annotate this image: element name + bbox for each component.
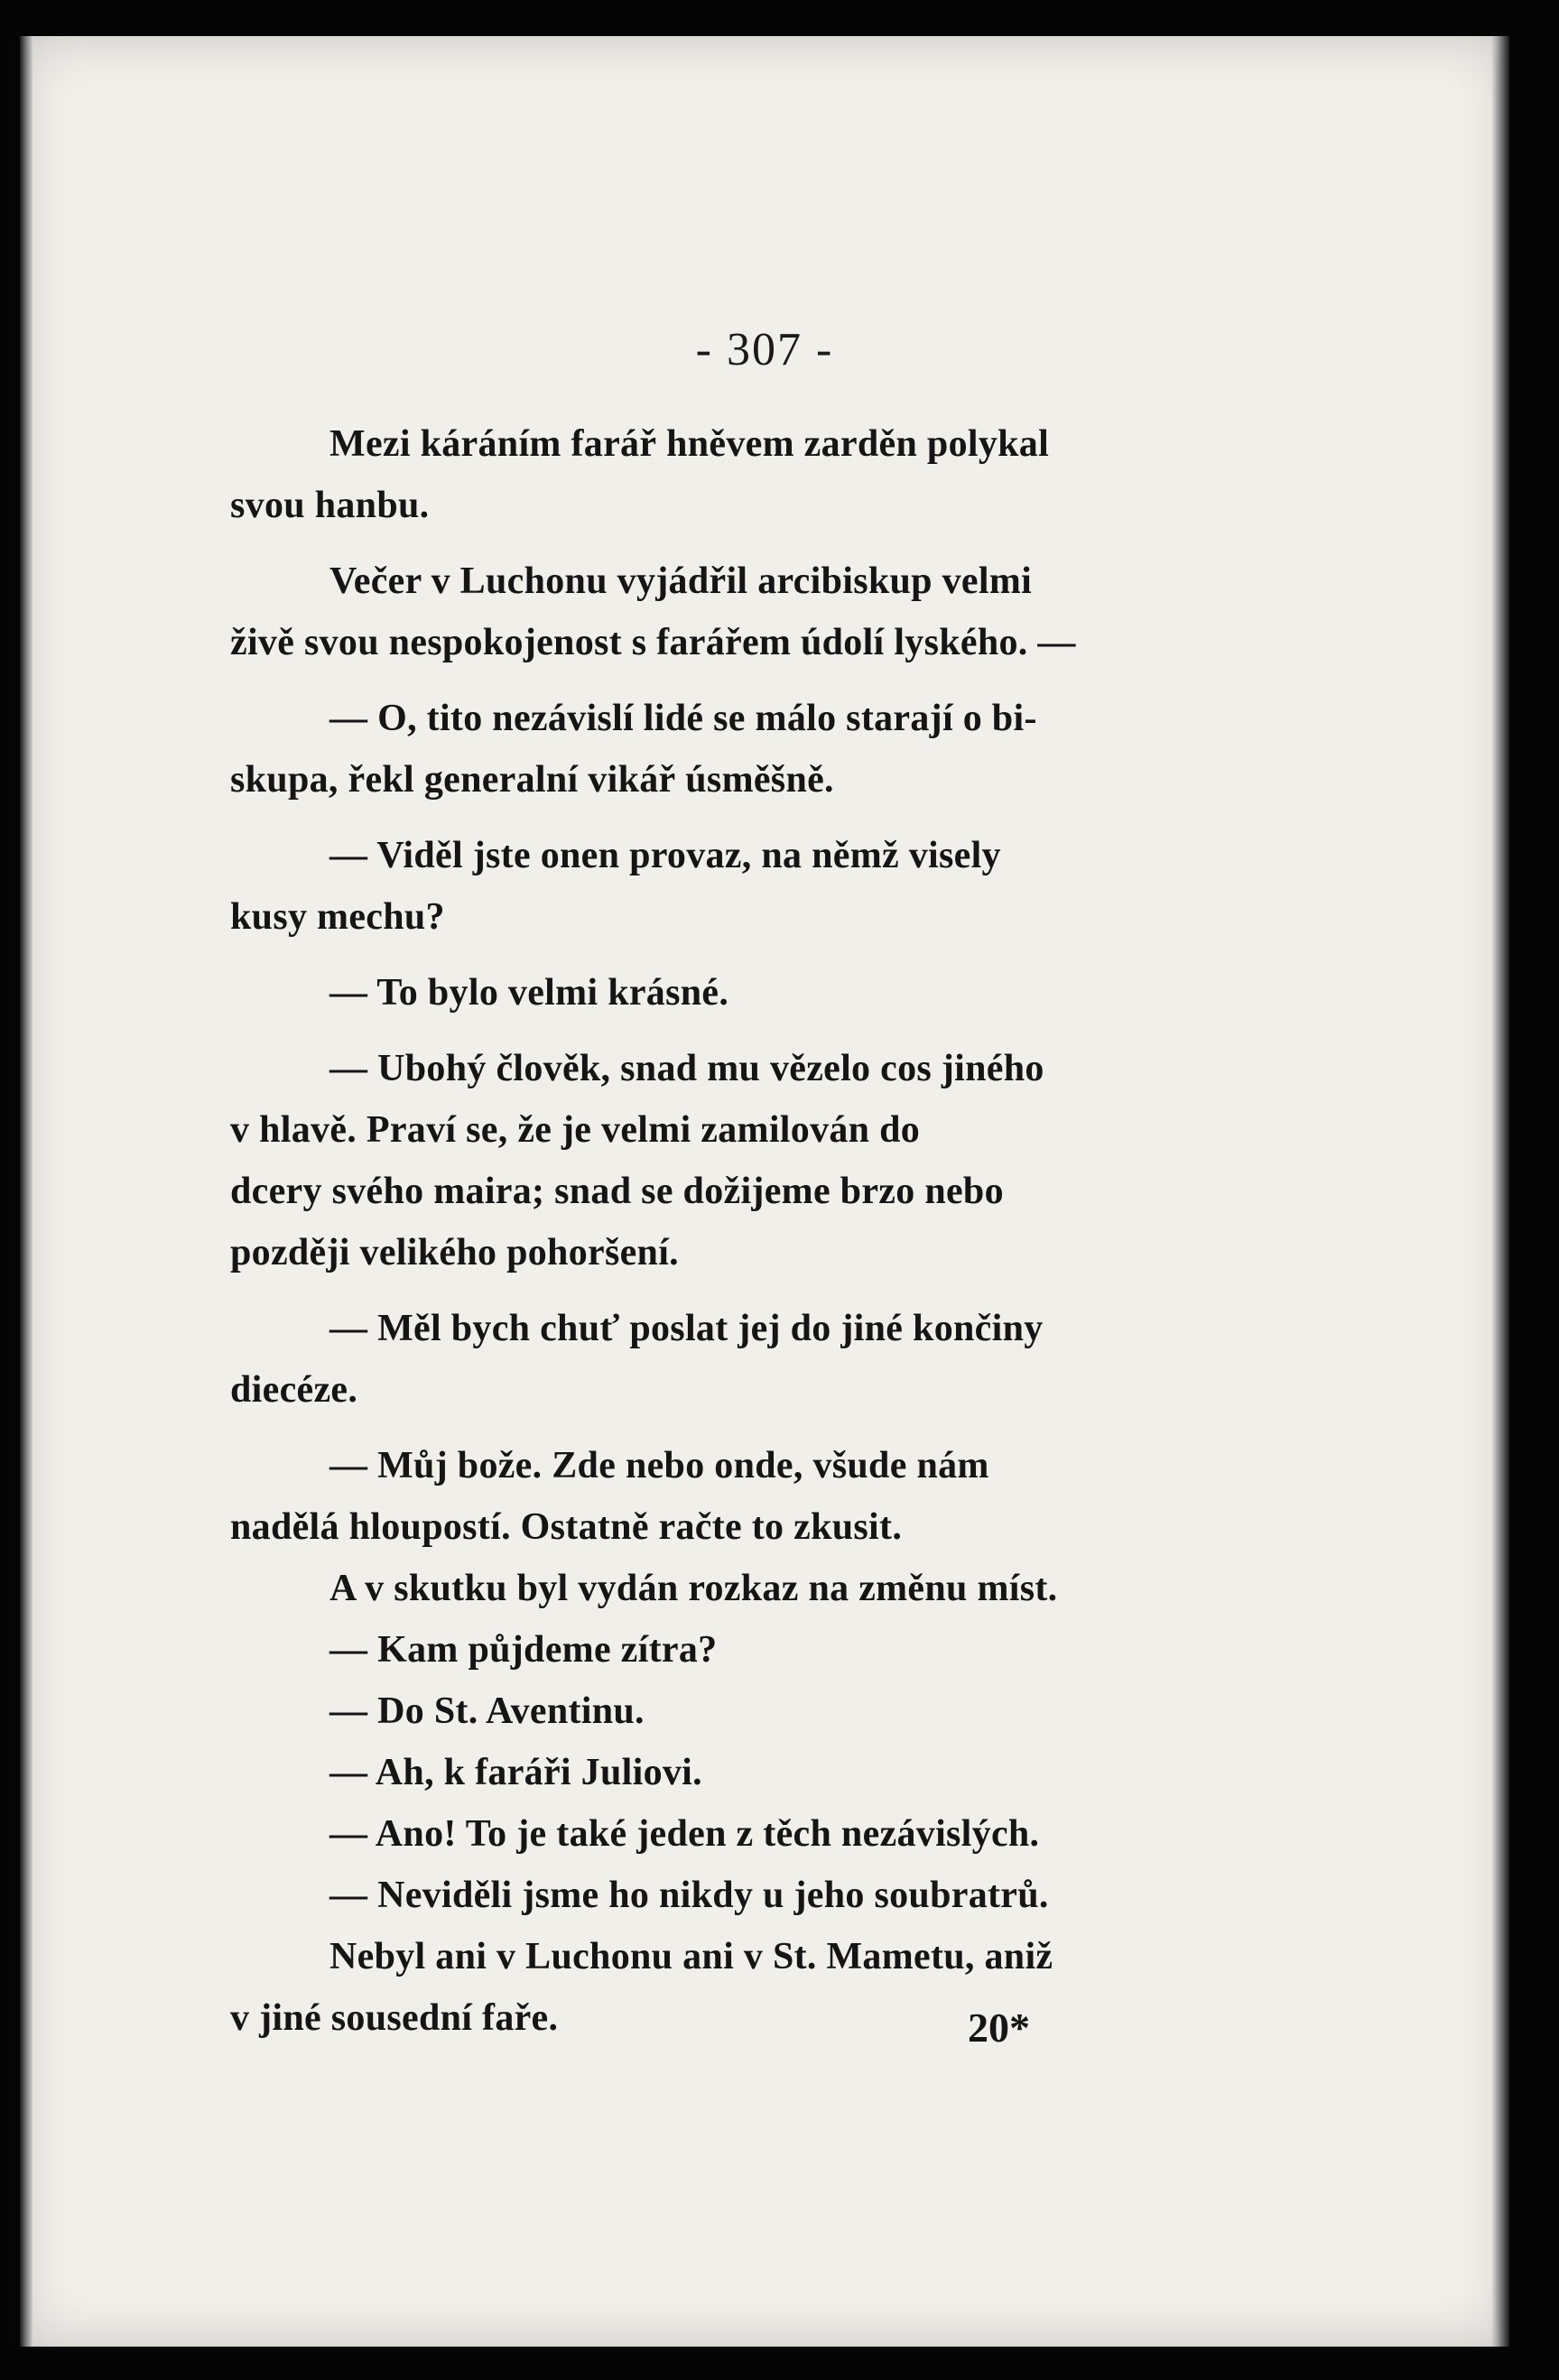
text-line: — O, tito nezávislí lidé se málo starají o bi- (329, 698, 1037, 739)
text-line: — Ubohý člověk, snad mu vězelo cos jiného (329, 1048, 1044, 1089)
text-line: živě svou nespokojenost s farářem údolí lyského. — (230, 622, 1076, 663)
text-line: — To bylo velmi krásné. (329, 972, 729, 1014)
text-line: diecéze. (230, 1369, 358, 1411)
text-line: Nebyl ani v Luchonu ani v St. Mametu, aniž (329, 1936, 1053, 1977)
text-line: — Kam půjdeme zítra? (329, 1629, 718, 1671)
body-text (230, 413, 1250, 2049)
text-line: — Do St. Aventinu. (329, 1690, 645, 1732)
text-line: A v skutku byl vydán rozkaz na změnu míst. (329, 1568, 1058, 1609)
book-page (20, 36, 1509, 2347)
page-number: - 307 - (695, 324, 834, 375)
text-line: — Ano! To je také jeden z těch nezávislých. (329, 1813, 1040, 1855)
text-line: — Měl bych chuť poslat jej do jiné končiny (329, 1308, 1044, 1349)
text-line: — Ah, k faráři Juliovi. (329, 1752, 702, 1793)
text-line: svou hanbu. (230, 485, 430, 526)
text-line: — Neviděli jsme ho nikdy u jeho soubratrů. (329, 1875, 1049, 1916)
signature-mark: 20* (968, 2005, 1030, 2051)
page-edge-shadow (1491, 36, 1509, 2347)
text-line: Mezi káráním farář hněvem zarděn polykal (329, 423, 1050, 465)
text-line: — Můj bože. Zde nebo onde, všude nám (329, 1445, 989, 1486)
text-line: v jiné sousední faře. (230, 1997, 559, 2039)
text-line: později velikého pohoršení. (230, 1232, 679, 1273)
text-line: skupa, řekl generalní vikář úsměšně. (230, 759, 834, 801)
text-line: Večer v Luchonu vyjádřil arcibiskup velmi (329, 560, 1033, 602)
text-line: v hlavě. Praví se, že je velmi zamilován do (230, 1109, 921, 1151)
text-line: kusy mechu? (230, 896, 445, 938)
text-line: — Viděl jste onen provaz, na němž visely (329, 835, 1001, 876)
page-spine-shadow (20, 36, 32, 2347)
text-line: dcery svého maira; snad se dožijeme brzo nebo (230, 1171, 1004, 1212)
text-line: nadělá hloupostí. Ostatně račte to zkusit. (230, 1506, 903, 1548)
